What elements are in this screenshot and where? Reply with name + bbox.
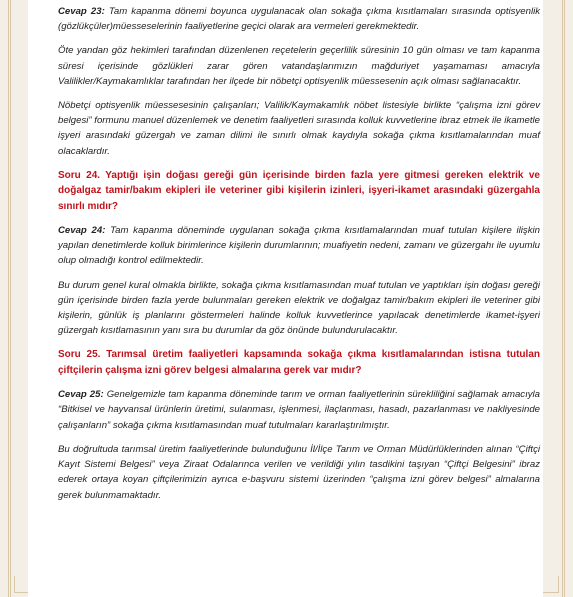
answer-text: Tam kapanma döneminde uygulanan sokağa çıkma kısıtlamalarından muaf tutulan kişilere ilişkin yapılan denetimlerde kolluk birimlerince kişilerin durumlarının; muafiyetin nedeni, zamanı ve güzergahı ile uyumlu olup olmadığı kontrol edilmektedir. bbox=[58, 225, 540, 267]
answer-lead: Cevap 23: bbox=[58, 6, 105, 17]
paragraph: Nöbetçi optisyenlik müessesesinin çalışanları; Valilik/Kaymakamlık nöbet listesiyle birlikte “çalışma izni görev belgesi” formunu manuel düzenlemek ve denetim faaliyetleri sırasında kolluk kuvvetlerine ibraz etmek ile ikametle işyeri arasındaki güzergah ve zaman dilimi ile sınırlı olmak kaydıyla sokağa çıkma kısıtlamalarından muaf olacaklardır. bbox=[58, 100, 540, 157]
answer-text: Genelgemizle tam kapanma döneminde tarım ve orman faaliyetlerinin sürekliliğini sağlamak amacıyla “Bitkisel ve hayvansal ürünlerin üretimi, sulanması, işlenmesi, ilaçlanması, hasadı, pazarlanması ve nakliyesinde çalışanların” sokağa çıkma kısıtlamasından muaf tutulmaları kararlaştırılmıştır. bbox=[58, 389, 541, 431]
question-24: Soru 24. Yaptığı işin doğası gereği gün içerisinde birden fazla yere gitmesi gereken elektrik ve doğalgaz tamir/bakım ekipleri ile veteriner gibi kişilerin izinleri, işyeri-ikamet arasındaki güzergahla sınırlı mıdır? bbox=[58, 169, 540, 212]
paragraph: Bu durum genel kural olmakla birlikte, sokağa çıkma kısıtlamasından muaf tutulan ve yaptıkları işin doğası gereği gün içerisinde birden fazla yerde bulunmaları gereken elektrik ve doğalgaz tamir/bakım ekipleri ile veteriner gibi kişilerin, günlük iş planlarını göstermeleri halinde kolluk kuvvetlerince yapılacak denetimlerde ikamet-işyeri güzergah kısıtlamasının yanı sıra bu durumlar da göz önünde bulundurulacaktır. bbox=[58, 279, 540, 337]
answer-24 bbox=[58, 223, 540, 269]
question-25: Soru 25. Tarımsal üretim faaliyetleri kapsamında sokağa çıkma kısıtlamalarından istisna tutulan çiftçilerin çalışma izni görev belgesi almalarına gerek var mıdır? bbox=[58, 349, 540, 376]
paragraph: Öte yandan göz hekimleri tarafından düzenlenen reçetelerin geçerlilik süresinin 10 gün olması ve tam kapanma süresi içerisinde gözlükleri zarar gören vatandaşlarımızın mağduriyet yaşamaması amacıyla Valilikler/Kaymakamlıklar tarafından her ilçede bir nöbetçi optisyenlik müessesenin açık olması sağlanacaktır. bbox=[58, 45, 540, 87]
border-ornament-right bbox=[542, 576, 559, 593]
answer-lead: Cevap 25: bbox=[58, 389, 104, 401]
paragraph: Bu doğrultuda tarımsal üretim faaliyetlerinde bulunduğunu İl/İlçe Tarım ve Orman Müdürlüklerinden alınan “Çiftçi Kayıt Sistemi Belgesi” veya Ziraat Odalarınca verilen ve verildiği yılın tasdikini taşıyan “Çiftçi Belgesini” ibraz ederek ortaya koyan çiftçilerimizin ayrıca e-başvuru sistemi üzerinden “çalışma izni görev belgesi” almalarına gerek bulunmamaktadır. bbox=[58, 443, 540, 501]
document-content bbox=[58, 4, 540, 512]
document-page bbox=[28, 0, 543, 597]
answer-text: Tam kapanma dönemi boyunca uygulanacak olan sokağa çıkma kısıtlamaları sırasında optisyenlik (gözlükçüler)müesseselerinin faaliyetlerine geçici olarak ara vermeleri gerekmektedir. bbox=[58, 6, 541, 33]
answer-23 bbox=[58, 4, 540, 34]
answer-lead: Cevap 24: bbox=[58, 225, 106, 237]
answer-25 bbox=[58, 387, 540, 433]
